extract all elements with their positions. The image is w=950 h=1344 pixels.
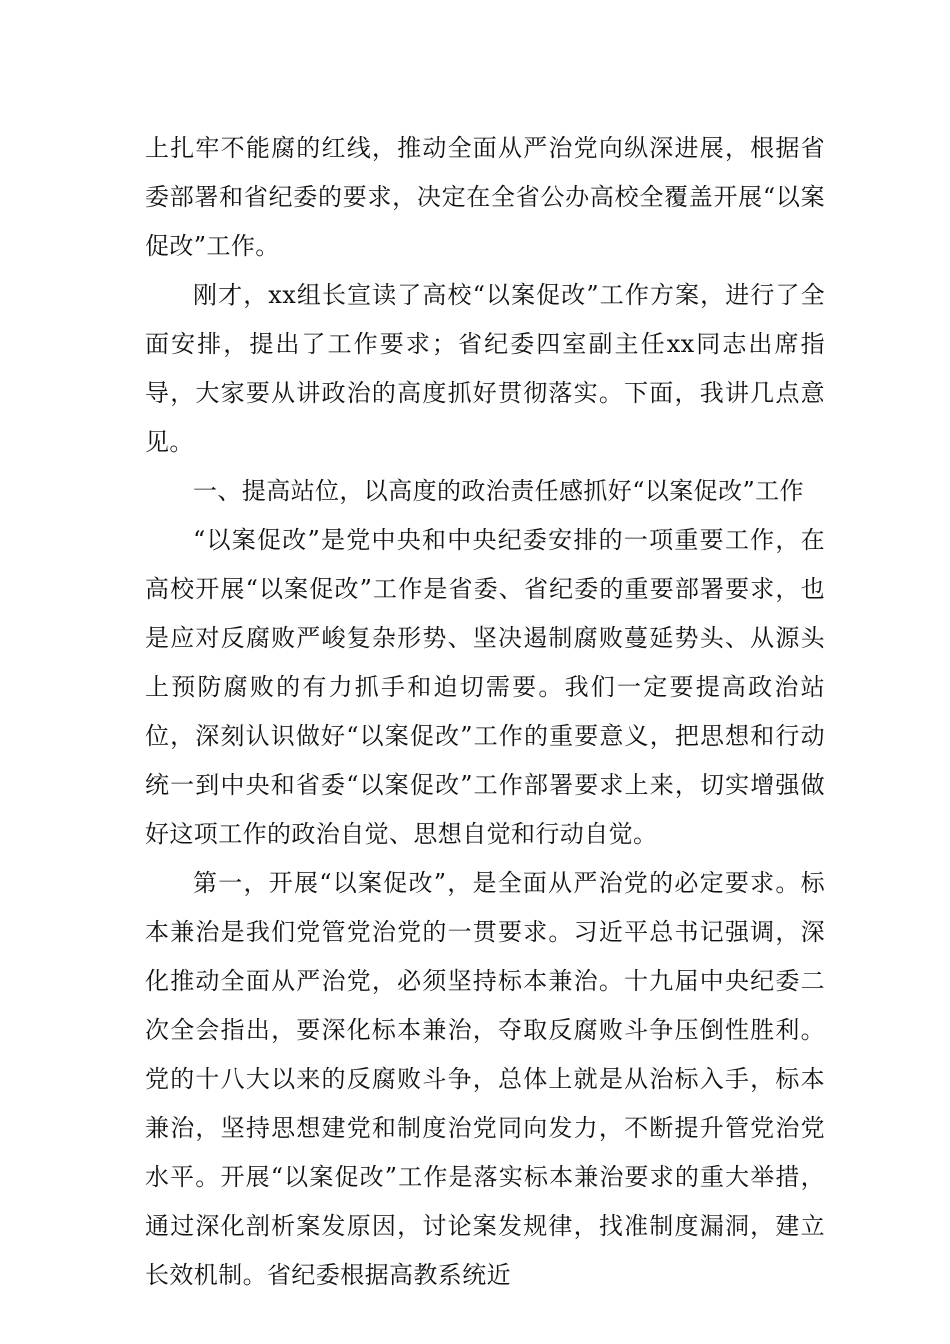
paragraph-intro: 刚才，xx组长宣读了高校“以案促改”工作方案，进行了全面安排，提出了工作要求；省纪委四室副主任xx同志出席指导，大家要从讲政治的高度抓好贯彻落实。下面，我讲几点意见。: [145, 281, 825, 456]
section-heading: 一、提高站位，以高度的政治责任感抓好“以案促改”工作: [193, 477, 804, 505]
document-body: [145, 124, 825, 1300]
paragraph-section-one: “以案促改”是党中央和中央纪委安排的一项重要工作，在高校开展“以案促改”工作是省委、省纪委的重要部署要求，也是应对反腐败严峻复杂形势、坚决遏制腐败蔓延势头、从源头上预防腐败的有力抓手和迫切需要。我们一定要提高政治站位，深刻认识做好“以案促改”工作的重要意义，把思想和行动统一到中央和省委“以案促改”工作部署要求上来，切实增强做好这项工作的政治自觉、思想自觉和行动自觉。: [145, 526, 825, 848]
paragraph-continuation: 上扎牢不能腐的红线，推动全面从严治党向纵深进展，根据省委部署和省纪委的要求，决定在全省公办高校全覆盖开展“以案促改”工作。: [145, 134, 825, 260]
paragraph-first-point: 第一，开展“以案促改”，是全面从严治党的必定要求。标本兼治是我们党管党治党的一贯要求。习近平总书记强调，深化推动全面从严治党，必须坚持标本兼治。十九届中央纪委二次全会指出，要深化标本兼治，夺取反腐败斗争压倒性胜利。党的十八大以来的反腐败斗争，总体上就是从治标入手，标本兼治，坚持思想建党和制度治党同向发力，不断提升管党治党水平。开展“以案促改”工作是落实标本兼治要求的重大举措，通过深化剖析案发原因，讨论案发规律，找准制度漏洞，建立长效机制。省纪委根据高教系统近: [145, 869, 825, 1289]
